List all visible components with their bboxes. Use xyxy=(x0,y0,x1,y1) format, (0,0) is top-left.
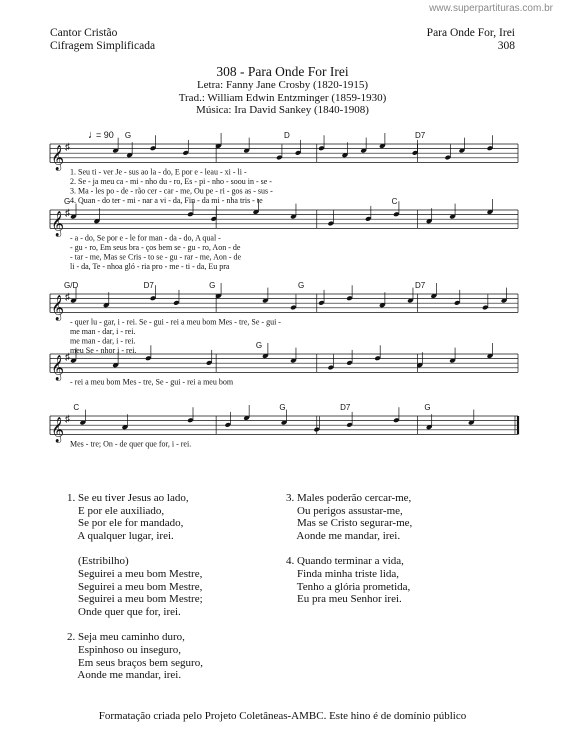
treble-clef-icon: 𝄞 xyxy=(51,416,65,442)
quarter-note-icon: ♩ xyxy=(88,129,99,141)
key-signature-sharp-icon: ♯ xyxy=(65,352,70,363)
stanza xyxy=(67,631,203,681)
lyric-row: li - da, Te - nhoa gló - ria pro - me - ti - da, Eu pra xyxy=(70,261,230,271)
header-right xyxy=(427,27,515,53)
stanza-line: Finda minha triste lida, xyxy=(286,567,400,580)
chord-symbol: G/D xyxy=(64,281,79,290)
stanza-line: (Estribilho) xyxy=(67,555,129,568)
stanza-line: Espinhoso ou inseguro, xyxy=(67,643,181,656)
composer-credit: Música: Ira David Sankey (1840-1908) xyxy=(196,104,369,117)
staff-system xyxy=(50,281,518,355)
lyric-row: me man - dar, i - rei. xyxy=(70,326,136,336)
chord-symbol: D7 xyxy=(143,281,154,290)
lyric-row: Mes - tre; On - de quer que for, i - rei. xyxy=(70,439,192,449)
lyric-row: meu Se - nhor i - rei. xyxy=(70,345,137,355)
chord-symbol: D7 xyxy=(415,281,426,290)
stanza-line: Onde quer que for, irei. xyxy=(67,605,181,618)
collection-name: Cantor Cristão xyxy=(50,27,118,39)
lyric-row: 2. Se - ja meu ca - mi - nho du - ro, Es - pi - nho - soou in - se - xyxy=(70,176,272,186)
lyric-row: me man - dar, i - rei. xyxy=(70,336,136,346)
lyrics-column-right xyxy=(286,492,412,619)
stanza-line: Seguirei a meu bom Mestre; xyxy=(67,593,203,606)
arrangement-type: Cifragem Simplificada xyxy=(50,40,156,52)
chord-symbol: C xyxy=(73,403,80,412)
stanza-line: Seguirei a meu bom Mestre, xyxy=(67,567,203,580)
stanza xyxy=(286,555,412,605)
stanza-line: Em seus braços bem seguro, xyxy=(67,656,203,669)
stanza xyxy=(286,492,412,542)
chord-symbol: G xyxy=(64,197,71,206)
lyrics-column-left xyxy=(67,492,203,695)
chord-symbol: G xyxy=(279,403,286,412)
lyric-row: 1. Seu ti - ver Je - sus ao la - do, E por e - leau - xi - li - xyxy=(70,167,247,177)
key-signature-sharp-icon: ♯ xyxy=(65,292,70,303)
lyric-row: 4. Quan - do ter - mi - nar a vi - da, Fin - da mi - nha tris - te xyxy=(70,195,263,205)
footer-note: Formatação criada pelo Projeto Coletâneas-AMBC. Este hino é de domínio público xyxy=(98,710,467,722)
stanza-line: 4. Quando terminar a vida, xyxy=(286,555,404,568)
chord-symbol: D xyxy=(284,131,290,140)
header-left xyxy=(50,27,155,53)
staff-system xyxy=(50,197,518,271)
stanza-line: Tenho a glória prometida, xyxy=(286,580,411,593)
stanza-line: Eu pra meu Senhor irei. xyxy=(286,593,402,606)
chord-symbol: D7 xyxy=(415,131,426,140)
page-title: 308 - Para Onde For Irei xyxy=(216,64,349,79)
lyric-row: 3. Ma - les po - de - rão cer - car - me, Ou pe - ri - gos as - sus - xyxy=(70,186,273,196)
stanza-line: Aonde me mandar, irei. xyxy=(286,529,401,542)
stanza xyxy=(67,555,203,618)
chord-symbol: D7 xyxy=(340,403,351,412)
treble-clef-icon: 𝄞 xyxy=(51,210,65,236)
title-block xyxy=(0,64,565,117)
music-score xyxy=(0,126,565,471)
lyric-row: - tar - me, Mas se Cris - to se - gu - rar - me, Aon - de xyxy=(70,252,242,262)
hymn-number: 308 xyxy=(497,40,515,52)
chord-symbol: G xyxy=(298,281,305,290)
treble-clef-icon: 𝄞 xyxy=(51,354,65,380)
stanza-line: E por ele auxiliado, xyxy=(67,504,165,517)
chord-symbol: G xyxy=(209,281,216,290)
key-signature-sharp-icon: ♯ xyxy=(65,414,70,425)
site-watermark: www.superpartituras.com.br xyxy=(429,3,553,14)
key-signature-sharp-icon: ♯ xyxy=(65,208,70,219)
lyric-row: - a - do, Se por e - le for man - da - do, A qual - xyxy=(70,233,221,243)
stanza-line: 2. Seja meu caminho duro, xyxy=(67,631,185,644)
lyricist-credit: Letra: Fanny Jane Crosby (1820-1915) xyxy=(196,79,369,91)
chord-symbol: C xyxy=(391,197,398,206)
lyric-row: - quer lu - gar, i - rei. Se - gui - rei a meu bom Mes - tre, Se - gui - xyxy=(70,317,281,327)
treble-clef-icon: 𝄞 xyxy=(51,144,65,170)
stanza-line: Aonde me mandar, irei. xyxy=(67,669,182,682)
stanza-line: Mas se Cristo segurar-me, xyxy=(286,517,413,530)
hymn-name: Para Onde For, Irei xyxy=(426,27,515,39)
stanza-line: Ou perigos assustar-me, xyxy=(286,504,403,517)
lyric-row: - rei a meu bom Mes - tre, Se - gui - rei a meu bom xyxy=(70,377,234,387)
lyric-row: - gu - ro, Em seus bra - ços bem se - gu - ro, Aon - de xyxy=(70,242,241,252)
key-signature-sharp-icon: ♯ xyxy=(65,142,70,153)
staff-system xyxy=(50,129,518,205)
stanza xyxy=(67,492,203,542)
tempo-marking: = 90 xyxy=(96,130,114,140)
chord-symbol: G xyxy=(255,341,263,350)
stanza-line: 3. Males poderão cercar-me, xyxy=(286,492,412,504)
stanza-line: 1. Se eu tiver Jesus ao lado, xyxy=(67,492,189,504)
treble-clef-icon: 𝄞 xyxy=(51,294,65,320)
chord-symbol: G xyxy=(424,403,431,412)
chord-symbol: G xyxy=(124,131,132,140)
stanza-line: Seguirei a meu bom Mestre, xyxy=(67,580,203,593)
stanza-line: A qualquer lugar, irei. xyxy=(67,529,174,542)
stanza-line: Se por ele for mandado, xyxy=(67,517,184,530)
staff-system xyxy=(50,403,518,448)
translator-credit: Trad.: William Edwin Entzminger (1859-1930) xyxy=(178,91,387,104)
